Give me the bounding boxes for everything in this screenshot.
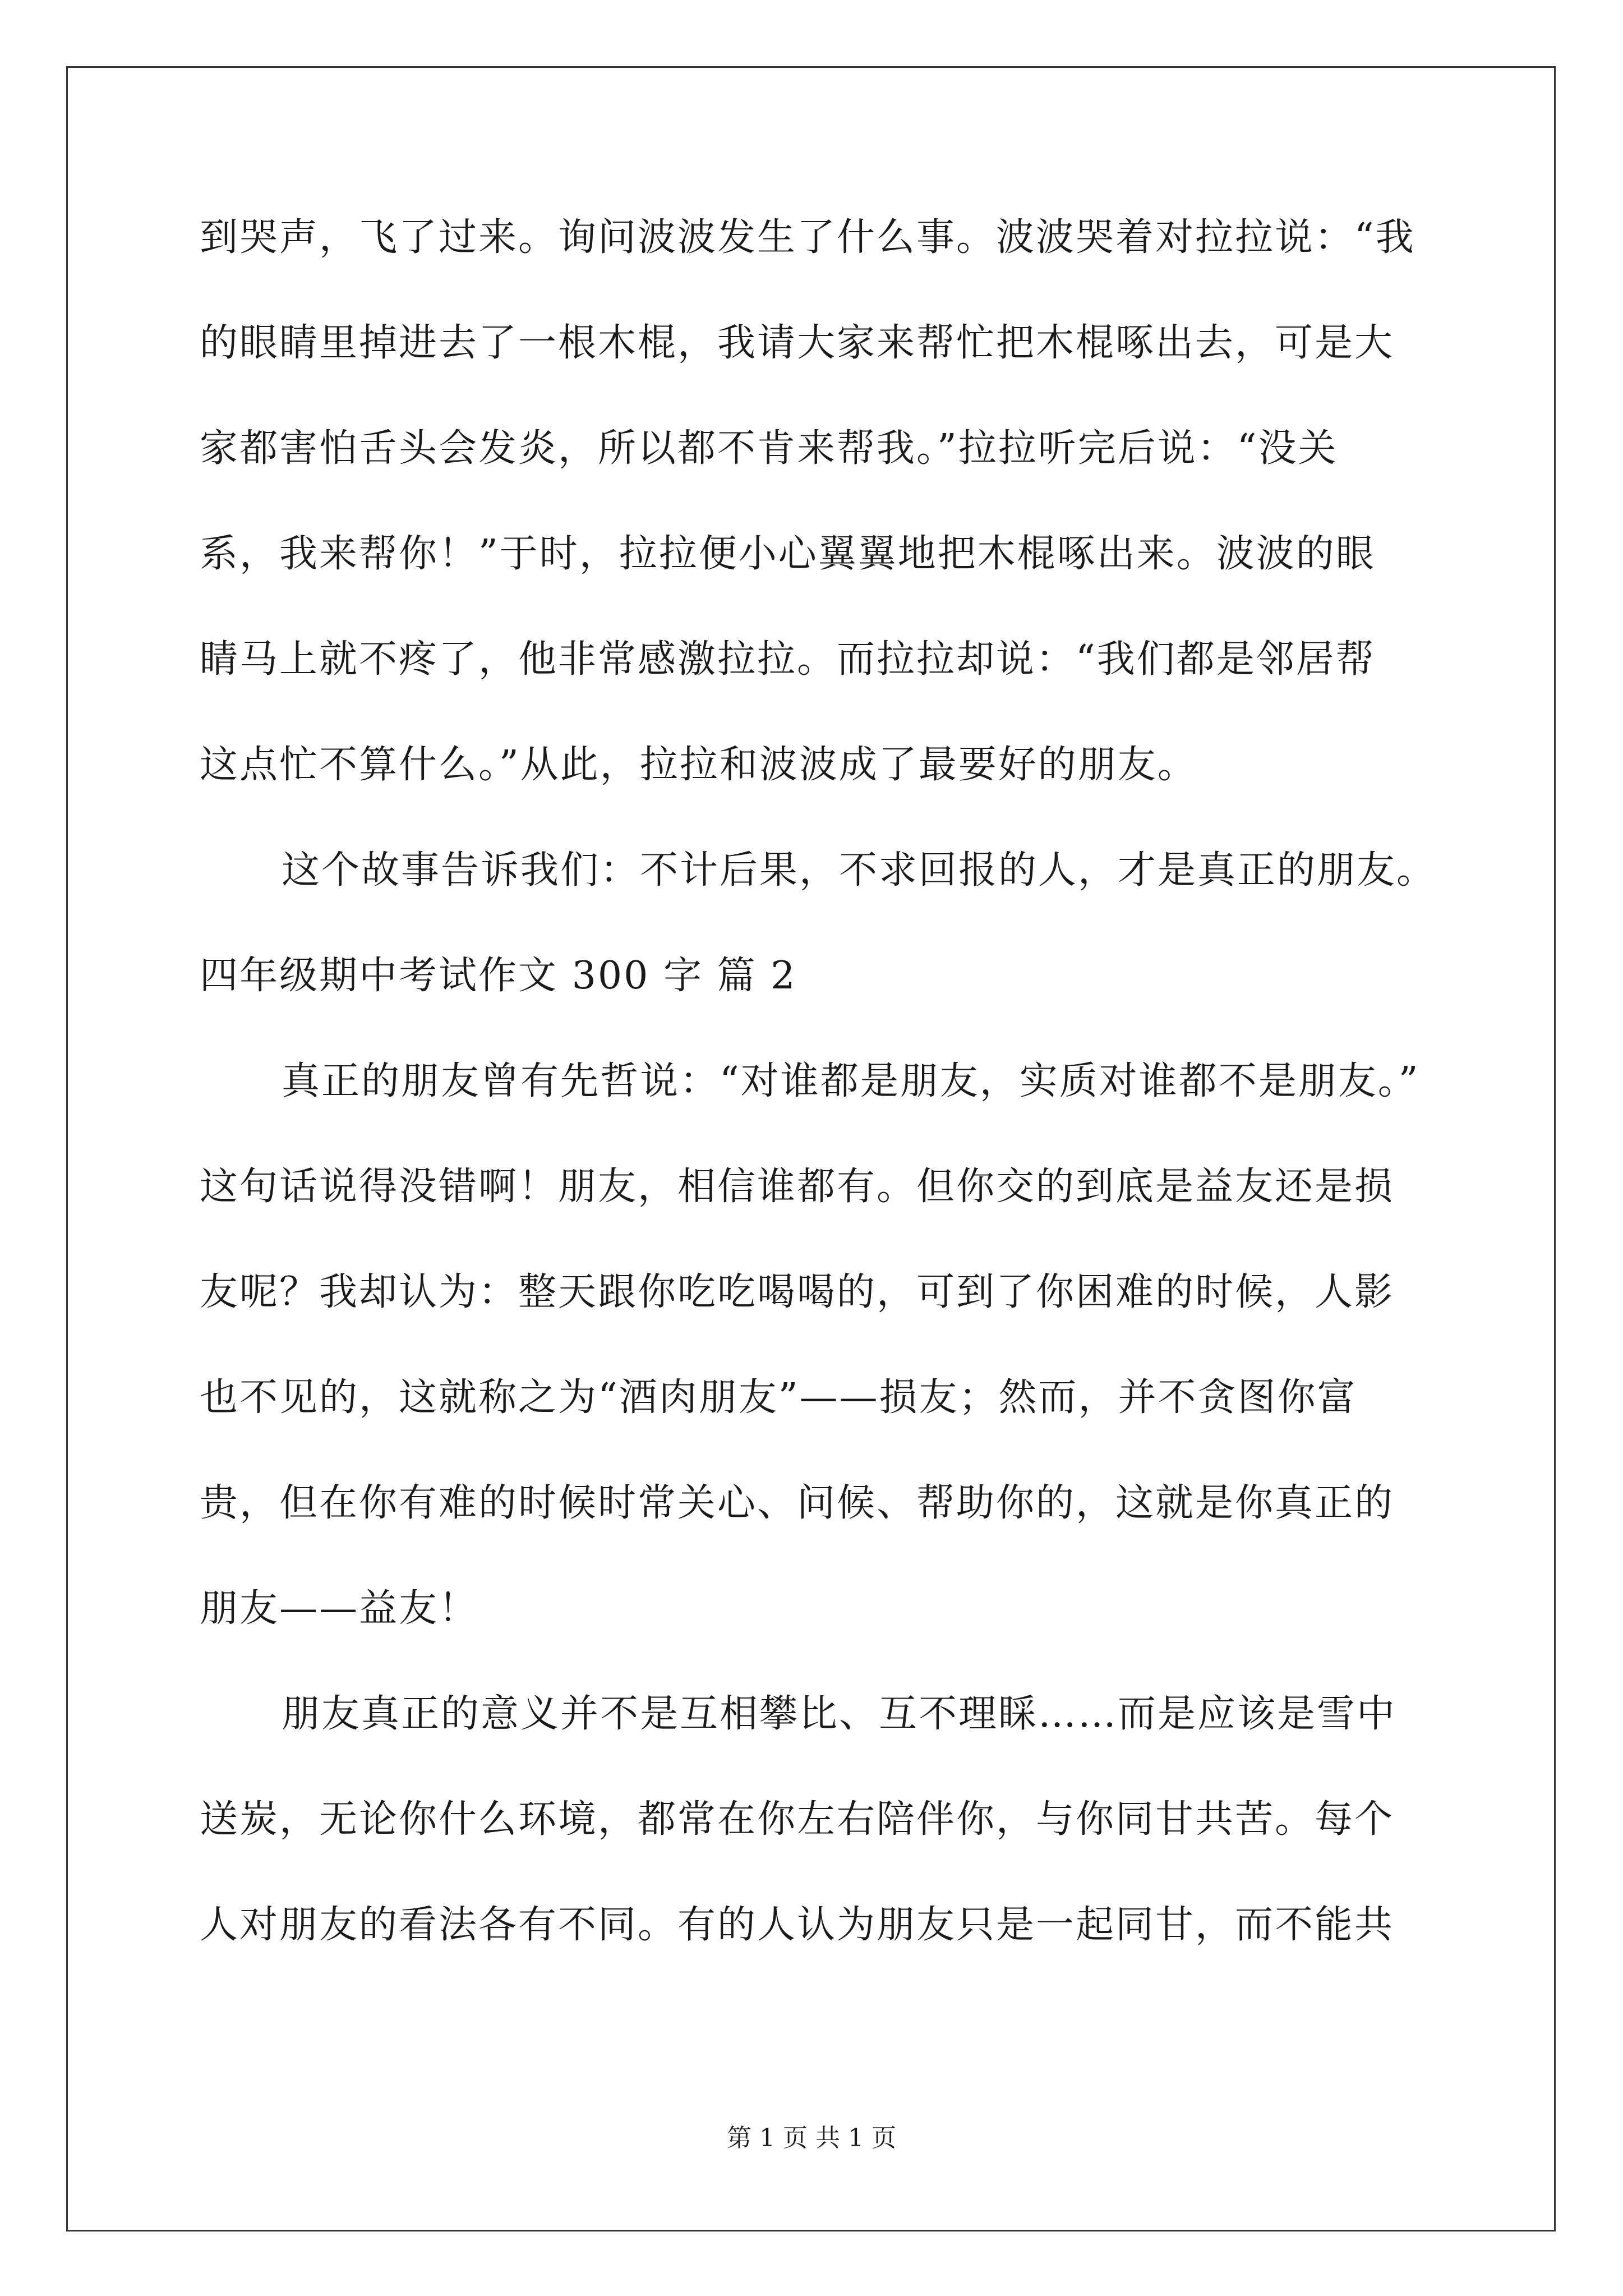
section-heading: 四年级期中考试作文 300 字 篇 2 <box>200 954 797 998</box>
text-line-13: 贵，但在你有难的时候时常关心、问候、帮助你的，这就是你真正的 <box>200 1481 1395 1525</box>
text-line-7: 这个故事告诉我们：不计后果，不求回报的人，才是真正的朋友。 <box>282 848 1437 892</box>
text-line-17: 人对朋友的看法各有不同。有的人认为朋友只是一起同甘，而不能共 <box>200 1903 1395 1947</box>
text-line-16: 送炭，无论你什么环境，都常在你左右陪伴你，与你同甘共苦。每个 <box>200 1797 1395 1842</box>
text-line-1: 到哭声，飞了过来。询问波波发生了什么事。波波哭着对拉拉说：“我 <box>200 215 1415 260</box>
text-line-3: 家都害怕舌头会发炎，所以都不肯来帮我。”拉拉听完后说：“没关 <box>200 426 1338 471</box>
text-line-4: 系，我来帮你！”于时，拉拉便小心翼翼地把木棍啄出来。波波的眼 <box>200 532 1376 576</box>
text-line-6: 这点忙不算什么。”从此，拉拉和波波成了最要好的朋友。 <box>200 743 1197 787</box>
document-body <box>200 215 1437 2012</box>
text-line-15: 朋友真正的意义并不是互相攀比、互不理睬……而是应该是雪中 <box>282 1692 1397 1736</box>
text-line-12: 也不见的，这就称之为“酒肉朋友”——损友；然而，并不贪图你富 <box>200 1375 1357 1420</box>
page-number-footer: 第 1 页 共 1 页 <box>727 2124 896 2152</box>
text-line-10: 这句话说得没错啊！朋友，相信谁都有。但你交的到底是益友还是损 <box>200 1165 1395 1209</box>
text-line-5: 睛马上就不疼了，他非常感激拉拉。而拉拉却说：“我们都是邻居帮 <box>200 637 1376 682</box>
text-line-11: 友呢？我却认为：整天跟你吃吃喝喝的，可到了你困难的时候，人影 <box>200 1270 1395 1314</box>
text-line-14: 朋友——益友！ <box>200 1586 479 1631</box>
text-line-2: 的眼睛里掉进去了一根木棍，我请大家来帮忙把木棍啄出去，可是大 <box>200 321 1395 365</box>
text-line-9: 真正的朋友曾有先哲说：“对谁都是朋友，实质对谁都不是朋友。” <box>282 1059 1420 1103</box>
